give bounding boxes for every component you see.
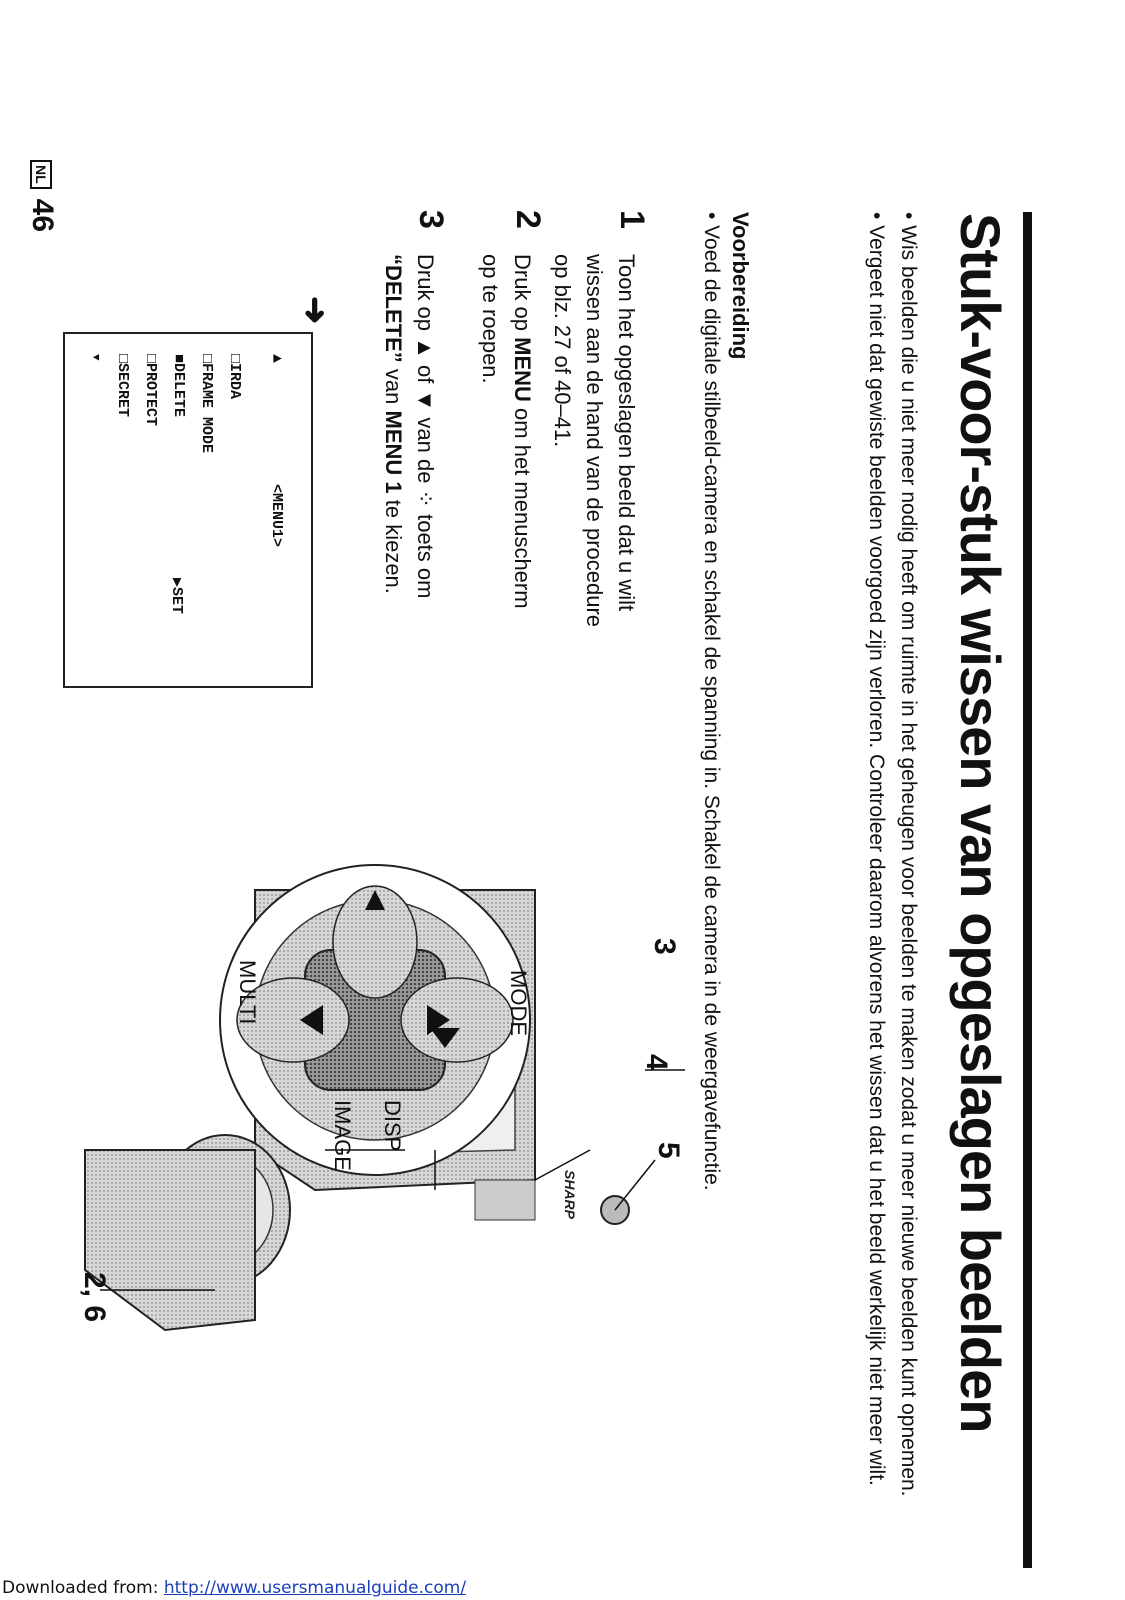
menu-item-protect: □PROTECT <box>142 354 159 427</box>
menu-item-irda: □IRDA <box>226 354 243 400</box>
step-text-part: Druk op <box>510 254 535 338</box>
step-text-part: Druk op ▲ of ▼ van de ⁘ toets om <box>413 254 438 599</box>
multi-label: MULTI <box>235 960 260 1025</box>
step-2 <box>474 210 547 632</box>
step-number: 1 <box>613 210 651 229</box>
source-link[interactable]: http://www.usersmanualguide.com/ <box>163 1578 467 1598</box>
step-number: 2 <box>509 210 547 229</box>
download-footer <box>2 1578 466 1598</box>
page-title: Stuk-voor-stuk wissen van opgeslagen beelden <box>949 213 1012 1433</box>
page-number <box>25 160 59 232</box>
menu-screen <box>63 332 313 688</box>
image-label: IMAGE <box>330 1100 355 1171</box>
step-number: 3 <box>412 210 450 229</box>
callout-4: 4 <box>640 1054 673 1071</box>
brand-label: SHARP <box>562 1170 578 1220</box>
menu-set-label: ▶SET <box>168 578 185 615</box>
preparation-text: • Voed de digitale stilbeeld-camera en schakel de spanning in. Schakel de camera in de weergavefunctie. <box>700 212 723 1191</box>
camera-illustration <box>35 850 685 1500</box>
callout-2-6: 2, 6 <box>78 1272 111 1323</box>
intro-bullets <box>859 212 923 1552</box>
delete-label: DELETE <box>381 265 406 352</box>
intro-bullet-2: • Vergeet niet dat gewiste beelden voorgoed zijn verloren. Controleer daarom alvorens het wissen dat u het beeld werkelijk niet meer wilt. <box>865 212 888 1486</box>
step-text: Toon het opgeslagen beeld dat u wilt wissen aan de hand van de procedure op blz. 27 of 40–41. <box>550 254 639 628</box>
step-text-part: te kiezen. <box>381 493 406 594</box>
step-text <box>474 254 538 632</box>
scroll-down-icon: ▼ <box>89 354 101 361</box>
mode-label: MODE <box>506 970 531 1036</box>
intro-bullet-1: • Wis beelden die u niet meer nodig heeft om ruimte in het geheugen voor beelden te maken zodat u meer nieuwe beelden kunt opnemen. <box>897 212 920 1497</box>
footer-prefix: Downloaded from: <box>2 1578 164 1598</box>
disp-label: DISP <box>380 1100 405 1152</box>
step-text-part: van <box>381 362 406 411</box>
callout-5: 5 <box>652 1142 685 1159</box>
preparation-heading: Voorbereiding <box>728 212 753 360</box>
callout-3: 3 <box>648 938 681 955</box>
step-text: Druk op ▲ of ▼ van de ⁘ toets om “DELETE” van MENU 1 te kiezen. <box>381 254 438 599</box>
pointer-arrow-icon: ➜ <box>296 296 334 325</box>
menu-item-delete: ■DELETE <box>170 354 187 418</box>
step-1 <box>546 210 651 632</box>
step-text-part: om het menuscherm op te roepen. <box>478 254 535 609</box>
preparation-section <box>697 212 755 1562</box>
menu-title: <MENU1> <box>268 484 285 548</box>
menu-key-label: MENU <box>510 337 535 402</box>
step-3 <box>377 210 450 632</box>
menu-1-label: MENU 1 <box>381 410 406 494</box>
scroll-up-icon: ▲ <box>268 354 285 364</box>
menu-item-secret: □SECRET <box>114 354 131 418</box>
language-badge: NL <box>30 160 52 189</box>
page-number-value: 46 <box>26 198 59 233</box>
title-rule <box>1023 212 1032 1568</box>
menu-item-frame-mode: □FRAME MODE <box>198 354 215 454</box>
